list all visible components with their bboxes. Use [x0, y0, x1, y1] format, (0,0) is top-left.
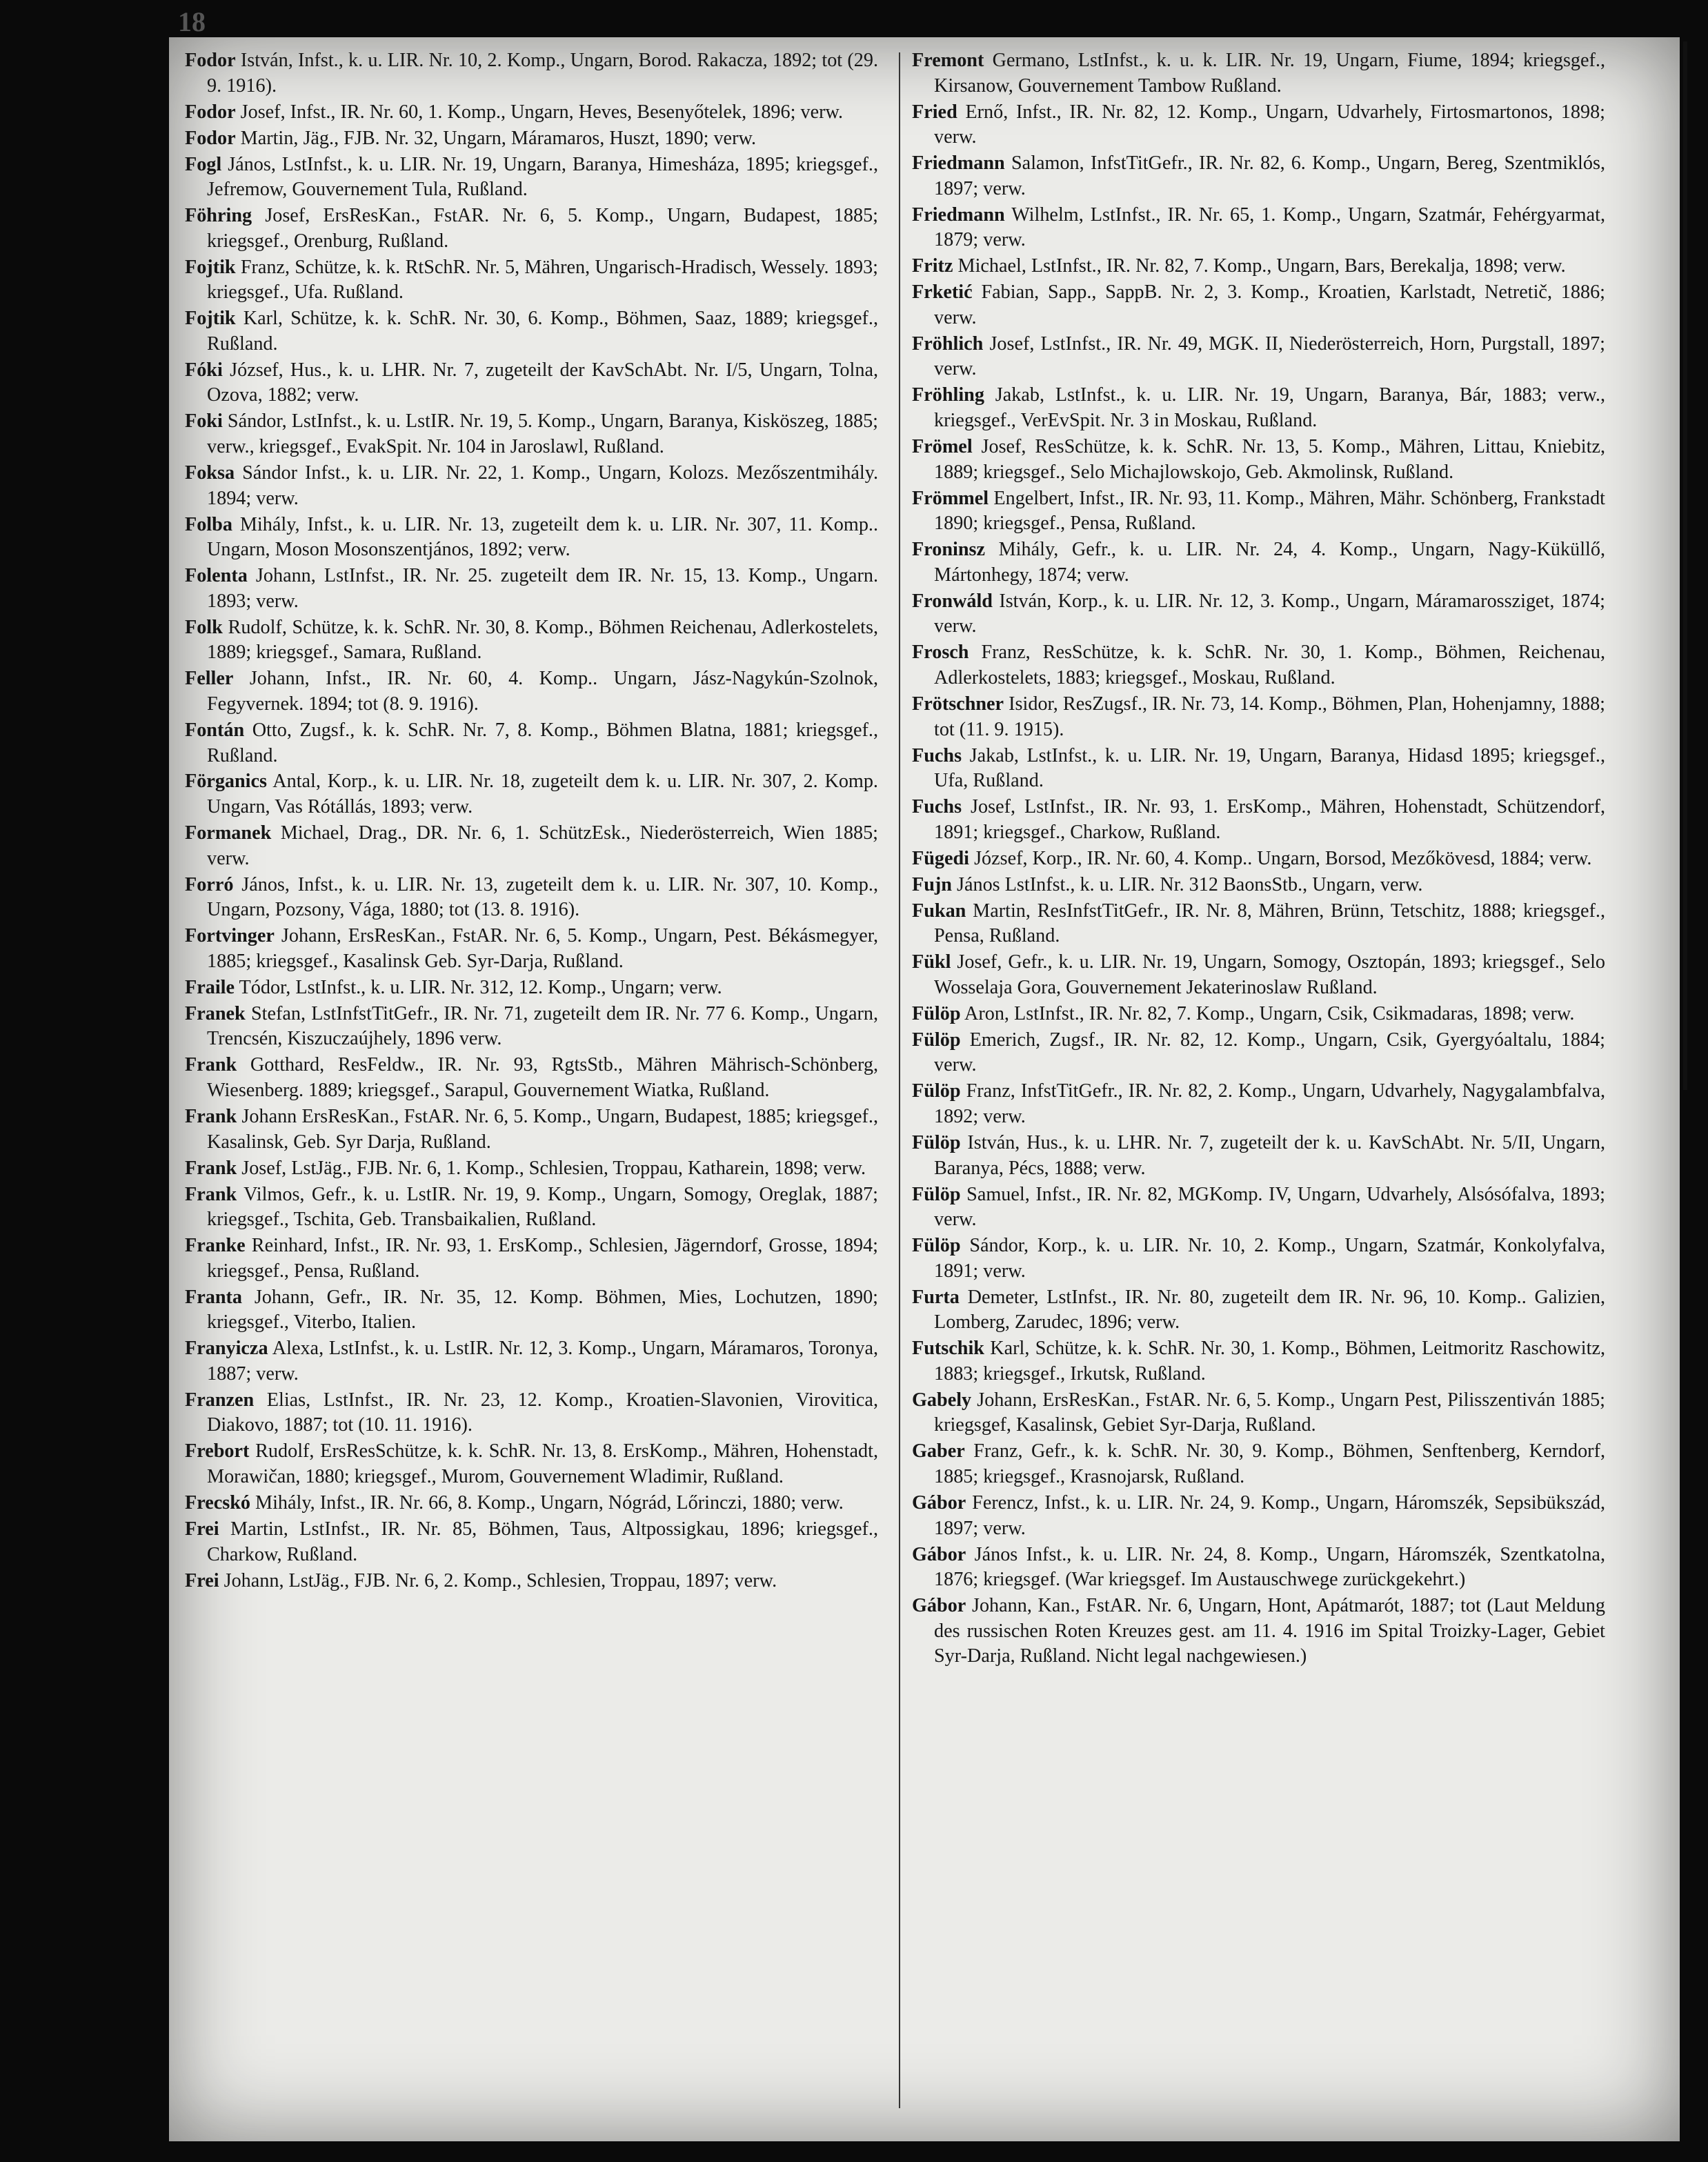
entry-surname: Franzen — [185, 1389, 255, 1411]
register-entry — [185, 1491, 878, 1516]
register-entry — [185, 100, 878, 126]
entry-surname: Formanek — [185, 822, 272, 844]
entry-details: Martin, ResInfstTitGefr., IR. Nr. 8, Mähren, Brünn, Tetschitz, 1888; kriegsgef., Pensa, Rußland. — [934, 900, 1606, 947]
entry-details: Antal, Korp., k. u. LIR. Nr. 18, zugeteilt dem k. u. LIR. Nr. 307, 2. Komp. Ungarn, Vas Rótállás, 1893; verw. — [207, 771, 878, 818]
entry-details: Karl, Schütze, k. k. SchR. Nr. 30, 6. Komp., Böhmen, Saaz, 1889; kriegsgef., Rußland. — [207, 308, 878, 355]
entry-details: Martin, LstInfst., IR. Nr. 85, Böhmen, Taus, Altpossigkau, 1896; kriegsgef., Charkow, Rußland. — [207, 1518, 878, 1565]
entry-surname: Fülöp — [912, 1183, 961, 1205]
entry-surname: Folba — [185, 513, 232, 535]
entry-surname: Frank — [185, 1157, 237, 1179]
register-entry — [912, 1388, 1605, 1438]
entry-surname: Frötschner — [912, 693, 1004, 715]
register-entry — [912, 1491, 1605, 1541]
entry-details: Gotthard, ResFeldw., IR. Nr. 93, RgtsStb., Mähren Mährisch-Schönberg, Wiesenberg. 1889; kriegsgef., Sarapul, Gouvernement Wiatka, Rußland. — [207, 1054, 878, 1101]
entry-surname: Fodor — [185, 101, 236, 123]
register-entry — [185, 126, 878, 152]
entry-details: Mihály, Infst., k. u. LIR. Nr. 13, zugeteilt dem k. u. LIR. Nr. 307, 11. Komp.. Ungarn, Moson Mosonszentjános, 1892; verw. — [207, 513, 879, 561]
page-number: 18 — [178, 6, 206, 37]
entry-surname: Frebort — [185, 1440, 250, 1462]
entry-details: Isidor, ResZugsf., IR. Nr. 73, 14. Komp., Böhmen, Plan, Hohenjamny, 1888; tot (11. 9. 1915). — [934, 693, 1605, 740]
register-entry — [185, 1517, 878, 1567]
entry-surname: Froninsz — [912, 539, 985, 561]
entry-surname: Furta — [912, 1286, 960, 1308]
entry-details: Franz, InfstTitGefr., IR. Nr. 82, 2. Komp., Ungarn, Udvarhely, Nagygalambfalva, 1892; verw. — [934, 1080, 1606, 1127]
entry-details: Mihály, Gefr., k. u. LIR. Nr. 24, 4. Komp., Ungarn, Nagy-Küküllő, Mártonhegy, 1874; verw. — [934, 539, 1606, 586]
entry-details: Aron, LstInfst., IR. Nr. 82, 7. Komp., Ungarn, Csik, Csikmadaras, 1898; verw. — [964, 1002, 1575, 1024]
register-entry — [185, 1182, 878, 1233]
entry-surname: Frank — [185, 1054, 237, 1076]
entry-surname: Fodor — [185, 127, 236, 149]
register-entry — [185, 255, 878, 306]
entry-details: Franz, Schütze, k. k. RtSchR. Nr. 5, Mähren, Ungarisch-Hradisch, Wessely. 1893; kriegsgef., Ufa. Rußland. — [207, 256, 879, 304]
register-entry — [185, 48, 878, 99]
entry-details: János Infst., k. u. LIR. Nr. 24, 8. Komp., Ungarn, Háromszék, Szentkatolna, 1876; kriegsgef. (War kriegsgef. Im Austauschwege zurückgekehrt.) — [934, 1543, 1605, 1591]
register-entry — [912, 589, 1605, 639]
entry-surname: Frömel — [912, 436, 973, 458]
entry-surname: Frank — [185, 1105, 237, 1127]
entry-details: Johann, Infst., IR. Nr. 60, 4. Komp.. Ungarn, Jász-Nagykún-Szolnok, Fegyvernek. 1894; tot (8. 9. 1916). — [207, 668, 879, 715]
register-entry — [912, 486, 1605, 537]
entry-details: Demeter, LstInfst., IR. Nr. 80, zugeteilt dem IR. Nr. 96, 10. Komp.. Galizien, Lomberg, Zarudec, 1896; verw. — [934, 1286, 1605, 1333]
entry-details: Vilmos, Gefr., k. u. LstIR. Nr. 19, 9. Komp., Ungarn, Somogy, Oreglak, 1887; kriegsgef., Tschita, Geb. Transbaikalien, Rußland. — [207, 1183, 878, 1231]
register-entry — [912, 1028, 1605, 1078]
entry-surname: Forró — [185, 873, 234, 895]
register-entry — [185, 358, 878, 408]
register-entry — [185, 1233, 878, 1284]
entry-details: Martin, Jäg., FJB. Nr. 32, Ungarn, Máramaros, Huszt, 1890; verw. — [240, 127, 757, 149]
entry-surname: Foksa — [185, 462, 235, 484]
entry-surname: Fraile — [185, 976, 235, 998]
register-entry — [912, 873, 1605, 898]
entry-surname: Gábor — [912, 1595, 966, 1617]
entry-surname: Fóki — [185, 359, 223, 381]
entry-details: Michael, LstInfst., IR. Nr. 82, 7. Komp., Ungarn, Bars, Berekalja, 1898; verw. — [957, 255, 1566, 277]
entry-surname: Franyicza — [185, 1338, 268, 1360]
entry-details: Johann, Kan., FstAR. Nr. 6, Ungarn, Hont, Apátmarót, 1887; tot (Laut Meldung des russischen Roten Kreuzes gest. am 11. 4. 1916 im Spital Troizky-Lager, Gebiet Syr-Darja, Rußland. Nicht legal nachgewiesen.) — [934, 1595, 1605, 1667]
register-entry — [185, 1156, 878, 1182]
entry-surname: Fronwáld — [912, 590, 993, 612]
entry-surname: Fükl — [912, 951, 951, 973]
entry-details: József, Korp., IR. Nr. 60, 4. Komp.. Ungarn, Borsod, Mezőkövesd, 1884; verw. — [974, 847, 1592, 869]
register-entry — [185, 873, 878, 923]
register-entry — [912, 203, 1605, 253]
register-entry — [912, 1336, 1605, 1387]
entry-details: Salamon, InfstTitGefr., IR. Nr. 82, 6. Komp., Ungarn, Bereg, Szentmiklós, 1897; verw. — [934, 152, 1605, 199]
entry-surname: Fojtik — [185, 256, 236, 278]
entry-surname: Gábor — [912, 1491, 966, 1514]
register-entry — [912, 1079, 1605, 1129]
register-entry — [185, 1053, 878, 1103]
entry-details: Rudolf, Schütze, k. k. SchR. Nr. 30, 8. Komp., Böhmen Reichenau, Adlerkostelets, 1889; kriegsgef., Samara, Rußland. — [207, 616, 879, 664]
register-entry — [185, 615, 878, 666]
entry-surname: Fülöp — [912, 1029, 961, 1051]
register-entry — [912, 537, 1605, 588]
entry-surname: Friedmann — [912, 152, 1005, 175]
entry-surname: Fritz — [912, 255, 953, 277]
entry-surname: Fojtik — [185, 308, 236, 330]
entry-surname: Frank — [185, 1183, 237, 1205]
entry-surname: Fodor — [185, 50, 236, 71]
entry-surname: Frömmel — [912, 487, 989, 509]
entry-details: Johann ErsResKan., FstAR. Nr. 6, 5. Komp., Ungarn, Budapest, 1885; kriegsgef., Kasalinsk, Geb. Syr Darja, Rußland. — [207, 1105, 878, 1153]
entry-details: Stefan, LstInfstTitGefr., IR. Nr. 71, zugeteilt dem IR. Nr. 77 6. Komp., Ungarn, Trencsén, Kiszuczaújhely, 1896 verw. — [207, 1002, 879, 1050]
entry-details: Fabian, Sapp., SappB. Nr. 2, 3. Komp., Kroatien, Karlstadt, Netretič, 1886; verw. — [934, 281, 1605, 328]
entry-surname: Gabely — [912, 1389, 972, 1411]
register-entry — [912, 846, 1605, 872]
register-entry — [912, 332, 1605, 382]
entry-details: Karl, Schütze, k. k. SchR. Nr. 30, 1. Komp., Böhmen, Leitmoritz Raschowitz, 1883; kriegsgef., Irkutsk, Rußland. — [934, 1338, 1606, 1385]
register-entry — [185, 204, 878, 254]
entry-surname: Fülöp — [912, 1131, 961, 1153]
entry-surname: Fülöp — [912, 1002, 961, 1024]
entry-details: Josef, Gefr., k. u. LIR. Nr. 19, Ungarn, Somogy, Osztopán, 1893; kriegsgef., Selo Wosselaja Gora, Gouvernement Jekaterinoslaw Rußland. — [934, 951, 1606, 998]
entry-surname: Feller — [185, 668, 234, 690]
register-entry — [185, 1002, 878, 1052]
register-entry — [912, 383, 1605, 433]
entry-details: Rudolf, ErsResSchütze, k. k. SchR. Nr. 13, 8. ErsKomp., Mähren, Hohenstadt, Morawičan, 1880; kriegsgef., Murom, Gouvernement Wladimir, Rußland. — [207, 1440, 878, 1487]
register-entry — [912, 48, 1605, 99]
entry-surname: Fremont — [912, 50, 984, 71]
register-entry — [185, 564, 878, 614]
register-entry — [912, 1285, 1605, 1336]
entry-surname: Franta — [185, 1286, 242, 1308]
entry-surname: Fogl — [185, 153, 222, 175]
entry-surname: Franke — [185, 1235, 246, 1257]
entry-surname: Foki — [185, 410, 223, 433]
entry-surname: Folk — [185, 616, 223, 638]
register-entry — [185, 513, 878, 563]
entry-details: Samuel, Infst., IR. Nr. 82, MGKomp. IV, Ungarn, Udvarhely, Alsósófalva, 1893; verw. — [934, 1183, 1606, 1231]
entry-surname: Frosch — [912, 642, 969, 664]
entry-details: Otto, Zugsf., k. k. SchR. Nr. 7, 8. Komp., Böhmen Blatna, 1881; kriegsgef., Rußland. — [207, 719, 879, 766]
entry-details: Tódor, LstInfst., k. u. LIR. Nr. 312, 12. Komp., Ungarn; verw. — [239, 976, 722, 998]
entry-details: Reinhard, Infst., IR. Nr. 93, 1. ErsKomp., Schlesien, Jägerndorf, Grosse, 1894; kriegsgef., Pensa, Rußland. — [207, 1235, 878, 1282]
entry-details: Mihály, Infst., IR. Nr. 66, 8. Komp., Ungarn, Nógrád, Lőrinczi, 1880; verw. — [255, 1491, 844, 1514]
entry-details: Ferencz, Infst., k. u. LIR. Nr. 24, 9. Komp., Ungarn, Háromszék, Sepsibükszád, 1897; verw. — [934, 1491, 1605, 1539]
register-entry — [912, 1131, 1605, 1181]
entry-surname: Fuchs — [912, 744, 962, 766]
entry-details: Sándor Infst., k. u. LIR. Nr. 22, 1. Komp., Ungarn, Kolozs. Mezőszentmihály. 1894; verw. — [207, 462, 878, 509]
register-entry — [912, 1233, 1605, 1284]
register-entry — [912, 151, 1605, 201]
entry-surname: Fülöp — [912, 1080, 961, 1102]
entry-details: Wilhelm, LstInfst., IR. Nr. 65, 1. Komp., Ungarn, Szatmár, Fehérgyarmat, 1879; verw. — [934, 204, 1605, 251]
entry-details: Franz, ResSchütze, k. k. SchR. Nr. 30, 1. Komp., Böhmen, Reichenau, Adlerkostelets, 1883; kriegsgef., Moskau, Rußland. — [934, 642, 1606, 688]
entry-surname: Fröhlich — [912, 333, 984, 355]
entry-surname: Fried — [912, 101, 957, 123]
register-entry — [185, 1336, 878, 1387]
register-entry — [912, 640, 1605, 691]
register-entry — [912, 1439, 1605, 1489]
register-entry — [185, 409, 878, 459]
entry-surname: Fortvinger — [185, 925, 275, 947]
entry-surname: Fröhling — [912, 384, 984, 406]
left-column — [185, 48, 878, 1595]
entry-details: Franz, Gefr., k. k. SchR. Nr. 30, 9. Komp., Böhmen, Senftenberg, Kerndorf, 1885; kriegsgef., Krasnojarsk, Rußland. — [934, 1440, 1606, 1487]
entry-surname: Fülöp — [912, 1235, 961, 1257]
register-entry — [912, 254, 1605, 279]
register-entry — [912, 280, 1605, 330]
register-entry — [185, 1285, 878, 1336]
entry-details: Engelbert, Infst., IR. Nr. 93, 11. Komp., Mähren, Mähr. Schönberg, Frankstadt 1890; kriegsgef., Pensa, Rußland. — [934, 487, 1605, 535]
register-entry — [185, 1104, 878, 1155]
entry-surname: Föhring — [185, 205, 252, 227]
entry-details: Michael, Drag., DR. Nr. 6, 1. SchützEsk., Niederösterreich, Wien 1885; verw. — [207, 822, 879, 869]
entry-surname: Folenta — [185, 565, 248, 587]
entry-details: Sándor, Korp., k. u. LIR. Nr. 10, 2. Komp., Ungarn, Szatmár, Konkolyfalva, 1891; verw. — [934, 1235, 1605, 1282]
register-entry — [185, 821, 878, 871]
register-entry — [185, 1439, 878, 1489]
register-entry — [185, 666, 878, 717]
entry-surname: Futschik — [912, 1338, 984, 1360]
entry-details: Johann, ErsResKan., FstAR. Nr. 6, 5. Komp., Ungarn Pest, Pilisszentiván 1885; kriegsgef, Kasalinsk, Gebiet Syr-Darja, Rußland. — [934, 1389, 1606, 1436]
register-entry — [185, 152, 878, 203]
register-entry — [185, 769, 878, 820]
entry-surname: Frecskó — [185, 1491, 250, 1514]
entry-surname: Gaber — [912, 1440, 965, 1462]
entry-details: János, LstInfst., k. u. LIR. Nr. 19, Ungarn, Baranya, Himesháza, 1895; kriegsgef., Jefremow, Gouvernement Tula, Rußland. — [207, 153, 879, 201]
entry-details: Johann, LstInfst., IR. Nr. 25. zugeteilt dem IR. Nr. 15, 13. Komp., Ungarn. 1893; verw. — [207, 565, 879, 612]
entry-details: János LstInfst., k. u. LIR. Nr. 312 BaonsStb., Ungarn, verw. — [957, 873, 1423, 895]
entry-details: Jakab, LstInfst., k. u. LIR. Nr. 19, Ungarn, Baranya, Hidasd 1895; kriegsgef., Ufa, Rußland. — [934, 744, 1606, 792]
entry-details: Johann, LstJäg., FJB. Nr. 6, 2. Komp., Schlesien, Troppau, 1897; verw. — [224, 1569, 777, 1591]
register-entry — [912, 1594, 1605, 1669]
entry-surname: Förganics — [185, 771, 267, 793]
entry-surname: Frketić — [912, 281, 973, 304]
register-entry — [185, 924, 878, 974]
register-entry — [185, 718, 878, 768]
register-entry — [912, 1182, 1605, 1233]
entry-details: István, Hus., k. u. LHR. Nr. 7, zugeteilt der k. u. KavSchAbt. Nr. 5/II, Ungarn, Baranya, Pécs, 1888; verw. — [934, 1131, 1605, 1179]
entry-details: Josef, ErsResKan., FstAR. Nr. 6, 5. Komp., Ungarn, Budapest, 1885; kriegsgef., Orenburg, Rußland. — [207, 205, 879, 252]
column-divider — [899, 52, 900, 2108]
right-column — [912, 48, 1605, 1670]
register-entry — [912, 1543, 1605, 1593]
entry-details: Johann, ErsResKan., FstAR. Nr. 6, 5. Komp., Ungarn, Pest. Békásmegyer, 1885; kriegsgef., Kasalinsk Geb. Syr-Darja, Rußland. — [207, 925, 879, 972]
register-entry — [185, 975, 878, 1001]
entry-surname: Fujn — [912, 873, 952, 895]
register-entry — [912, 692, 1605, 742]
entry-surname: Fuchs — [912, 796, 962, 818]
register-entry — [912, 899, 1605, 949]
register-entry — [912, 1002, 1605, 1027]
entry-surname: Fügedi — [912, 847, 970, 869]
entry-details: János, Infst., k. u. LIR. Nr. 13, zugeteilt dem k. u. LIR. Nr. 307, 10. Komp., Ungarn, Pozsony, Vága, 1880; tot (13. 8. 1916). — [207, 873, 878, 921]
entry-details: Josef, LstInfst., IR. Nr. 49, MGK. II, Niederösterreich, Horn, Purgstall, 1897; verw. — [934, 333, 1606, 380]
register-entry — [912, 795, 1605, 845]
register-entry — [912, 100, 1605, 150]
register-entry — [185, 1569, 878, 1594]
entry-details: Johann, Gefr., IR. Nr. 35, 12. Komp. Böhmen, Mies, Lochutzen, 1890; kriegsgef., Viterbo, Italien. — [207, 1286, 878, 1333]
entry-details: Josef, LstInfst., IR. Nr. 93, 1. ErsKomp., Mähren, Hohenstadt, Schützendorf, 1891; kriegsgef., Charkow, Rußland. — [934, 796, 1605, 843]
entry-details: József, Hus., k. u. LHR. Nr. 7, zugeteilt der KavSchAbt. Nr. I/5, Ungarn, Tolna, Ozova, 1882; verw. — [207, 359, 879, 406]
entry-details: Elias, LstInfst., IR. Nr. 23, 12. Komp., Kroatien-Slavonien, Virovitica, Diakovo, 1887; tot (10. 11. 1916). — [207, 1389, 878, 1436]
entry-surname: Fontán — [185, 719, 245, 741]
register-entry — [185, 1388, 878, 1438]
entry-details: Josef, ResSchütze, k. k. SchR. Nr. 13, 5. Komp., Mähren, Littau, Kniebitz, 1889; kriegsgef., Selo Michajlowskojo, Geb. Akmolinsk, Rußland. — [934, 436, 1606, 483]
entry-surname: Gábor — [912, 1543, 966, 1565]
entry-surname: Friedmann — [912, 204, 1005, 226]
entry-details: Josef, Infst., IR. Nr. 60, 1. Komp., Ungarn, Heves, Besenyőtelek, 1896; verw. — [240, 101, 844, 123]
entry-details: Emerich, Zugsf., IR. Nr. 82, 12. Komp., Ungarn, Csik, Gyergyóaltalu, 1884; verw. — [934, 1029, 1606, 1076]
register-entry — [912, 435, 1605, 485]
entry-details: István, Infst., k. u. LIR. Nr. 10, 2. Komp., Ungarn, Borod. Rakacza, 1892; tot (29. 9. 1916). — [207, 50, 879, 97]
entry-surname: Frei — [185, 1518, 219, 1540]
register-entry — [185, 306, 878, 357]
entry-details: Josef, LstJäg., FJB. Nr. 6, 1. Komp., Schlesien, Troppau, Katharein, 1898; verw. — [241, 1157, 866, 1179]
entry-surname: Fukan — [912, 900, 966, 922]
entry-details: Alexa, LstInfst., k. u. LstIR. Nr. 12, 3. Komp., Ungarn, Máramaros, Toronya, 1887; verw. — [207, 1338, 878, 1385]
entry-details: Jakab, LstInfst., k. u. LIR. Nr. 19, Ungarn, Baranya, Bár, 1883; verw., kriegsgef., VerEvSpit. Nr. 3 in Moskau, Rußland. — [934, 384, 1605, 432]
register-entry — [185, 461, 878, 511]
entry-details: Sándor, LstInfst., k. u. LstIR. Nr. 19, 5. Komp., Ungarn, Baranya, Kisköszeg, 1885; verw., kriegsgef., EvakSpit. Nr. 104 in Jaroslawl, Rußland. — [207, 410, 879, 458]
binding-edge — [1683, 41, 1687, 1090]
register-entry — [912, 950, 1605, 1000]
register-entry — [912, 744, 1605, 794]
entry-surname: Franek — [185, 1002, 246, 1024]
entry-details: Ernő, Infst., IR. Nr. 82, 12. Komp., Ungarn, Udvarhely, Firtosmartonos, 1898; verw. — [934, 101, 1606, 148]
entry-details: István, Korp., k. u. LIR. Nr. 12, 3. Komp., Ungarn, Máramarossziget, 1874; verw. — [934, 590, 1605, 637]
entry-details: Germano, LstInfst., k. u. k. LIR. Nr. 19, Ungarn, Fiume, 1894; kriegsgef., Kirsanow, Gouvernement Tambow Rußland. — [934, 50, 1605, 97]
entry-surname: Frei — [185, 1569, 219, 1591]
